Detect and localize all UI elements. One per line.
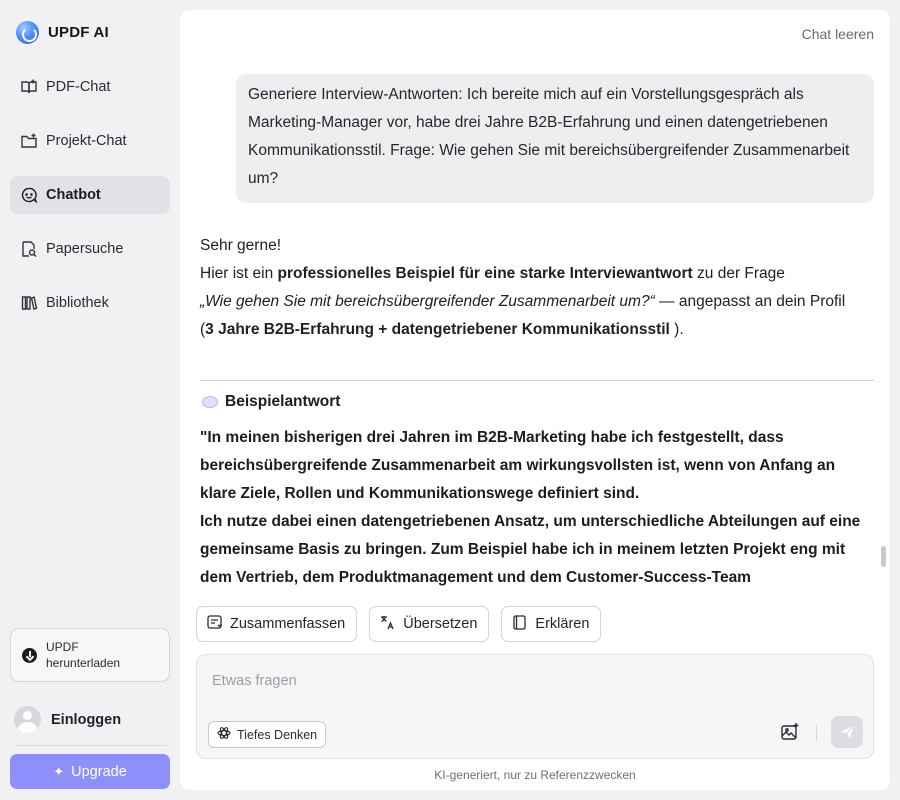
send-button[interactable] xyxy=(831,716,863,748)
answer-question: „Wie gehen Sie mit bereichsübergreifender Zusammenarbeit um?“ — angepasst an dein Profil xyxy=(200,293,846,310)
answer-greeting: Sehr gerne! xyxy=(200,237,281,254)
upgrade-label: Upgrade xyxy=(71,763,127,780)
login-label: Einloggen xyxy=(51,711,122,728)
message-input[interactable] xyxy=(212,669,852,693)
sidebar-item-projekt-chat[interactable] xyxy=(10,122,170,160)
answer-intro: Hier ist ein professionelles Beispiel für eine starke Interviewantwort zu der Frage xyxy=(200,265,785,282)
download-icon xyxy=(22,648,37,663)
speech-bubble-icon xyxy=(202,396,218,408)
sidebar-item-papersuche[interactable] xyxy=(10,230,170,268)
download-updf-button[interactable] xyxy=(10,628,170,682)
summarize-icon xyxy=(206,614,223,635)
sidebar-item-label: Bibliothek xyxy=(46,295,109,311)
example-paragraph: Ich nutze dabei einen datengetriebenen Ansatz, um unterschiedliche Abteilungen auf eine gemeinsame Basis zu bringen. Zum Beispiel habe ich in meinem letzten Projekt eng mit dem Vertrieb, dem Produktmanagement und dem Customer-Success-Team xyxy=(200,513,861,586)
section-title: Beispielantwort xyxy=(202,390,340,414)
book-open-icon xyxy=(20,78,38,96)
translate-icon xyxy=(379,614,396,635)
example-answer xyxy=(200,424,866,588)
sidebar-divider xyxy=(14,745,166,746)
sidebar-nav xyxy=(10,68,170,338)
sidebar-item-chatbot[interactable] xyxy=(10,176,170,214)
action-chips xyxy=(196,606,601,642)
answer-profile: (3 Jahre B2B-Erfahrung + datengetriebener Kommunikationsstil ). xyxy=(200,321,684,338)
explain-icon xyxy=(511,614,528,635)
doc-search-icon xyxy=(20,240,38,258)
brand[interactable] xyxy=(16,21,109,44)
atom-icon xyxy=(217,726,231,743)
library-icon xyxy=(20,294,38,312)
image-upload-icon[interactable] xyxy=(779,721,801,743)
login-button[interactable] xyxy=(14,706,121,733)
upgrade-button[interactable] xyxy=(10,754,170,789)
chat-panel xyxy=(180,10,890,790)
sidebar-item-bibliothek[interactable] xyxy=(10,284,170,322)
translate-button[interactable]: Übersetzen xyxy=(369,606,489,642)
sidebar xyxy=(0,0,180,800)
sidebar-item-pdf-chat[interactable] xyxy=(10,68,170,106)
sidebar-item-label: Chatbot xyxy=(46,187,101,203)
ai-disclaimer: KI-generiert, nur zu Referenzzwecken xyxy=(434,768,636,782)
avatar-icon xyxy=(14,706,41,733)
send-icon xyxy=(839,724,855,740)
sidebar-item-label: Projekt-Chat xyxy=(46,133,127,149)
explain-button[interactable]: Erklären xyxy=(501,606,601,642)
assistant-answer xyxy=(200,232,874,344)
sidebar-item-label: PDF-Chat xyxy=(46,79,111,95)
section-divider xyxy=(200,380,874,381)
folder-plus-icon xyxy=(20,132,38,150)
deep-think-toggle[interactable]: Tiefes Denken xyxy=(208,721,326,748)
sidebar-item-label: Papersuche xyxy=(46,241,124,257)
download-label: UPDF herunterladen xyxy=(46,640,121,670)
chatbot-icon xyxy=(20,186,38,204)
example-paragraph: "In meinen bisherigen drei Jahren im B2B-Marketing habe ich festgestellt, dass bereichsübergreifende Zusammenarbeit am wirkungsvollsten ist, wenn von Anfang an klare Ziele, Rollen und Kommunikationswege definiert sind. xyxy=(200,429,836,502)
scrollbar-thumb[interactable] xyxy=(881,546,886,567)
user-message: Generiere Interview-Antworten: Ich bereite mich auf ein Vorstellungsgespräch als Marketing-Manager vor, habe drei Jahre B2B-Erfahrung und einen datengetriebenen Kommunikationsstil. Frage: Wie gehen Sie mit bereichsübergreifender Zusammenarbeit um? xyxy=(236,74,874,203)
sparkle-icon: ✦ xyxy=(53,763,65,779)
composer-separator xyxy=(816,725,817,741)
composer xyxy=(196,654,874,759)
clear-chat-button[interactable]: Chat leeren xyxy=(801,26,874,42)
brand-name: UPDF AI xyxy=(48,24,109,41)
summarize-button[interactable]: Zusammenfassen xyxy=(196,606,357,642)
updf-logo-icon xyxy=(16,21,39,44)
